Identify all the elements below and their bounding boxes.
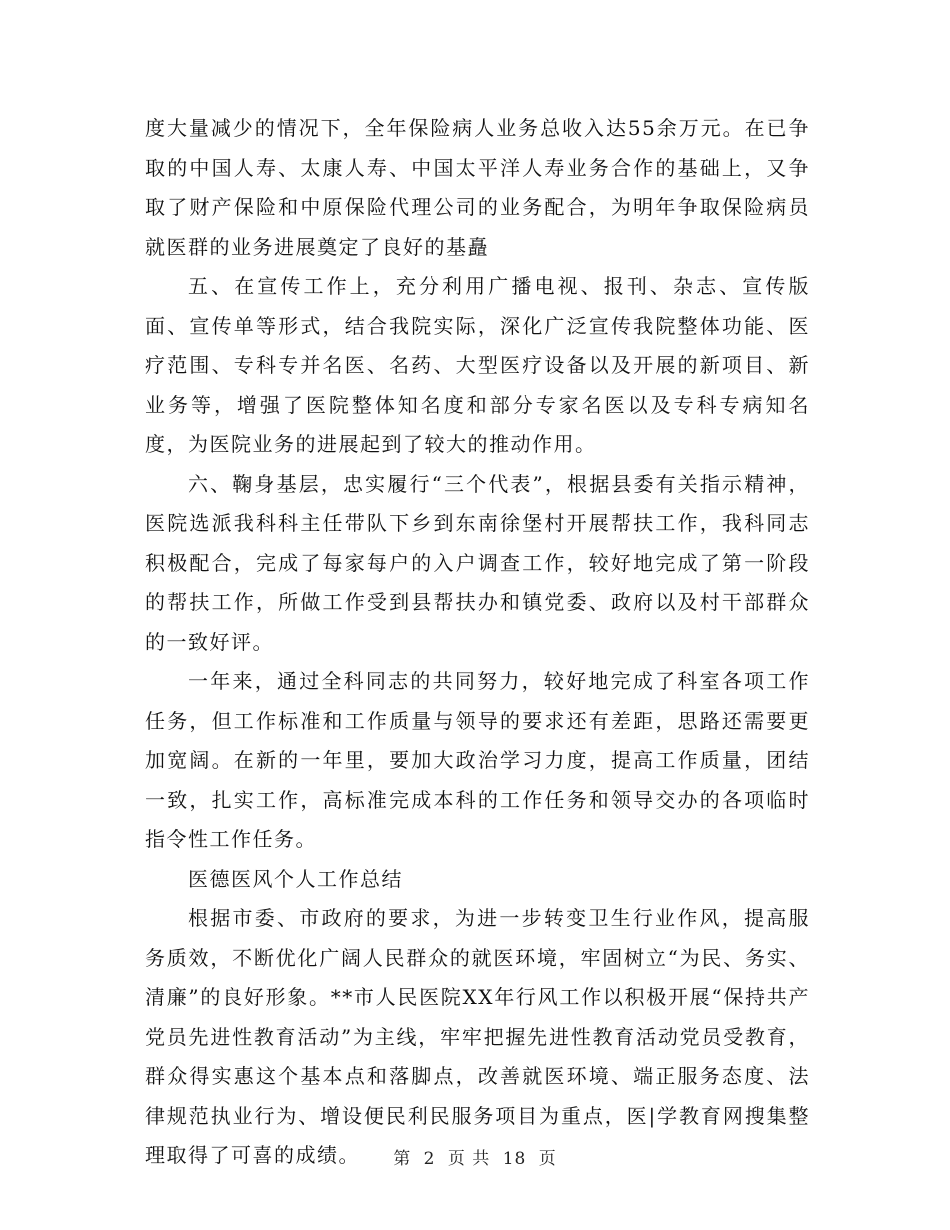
paragraph-year-summary: 一年来，通过全科同志的共同努力，较好地完成了科室各项工作任务，但工作标准和工作质量与领导的要求还有差距，思路还需要更加宽阔。在新的一年里，要加大政治学习力度，提高工作质量，团结一致，扎实工作，高标准完成本科的工作任务和领导交办的各项临时指令性工作任务。 [145, 669, 810, 851]
footer-total-pages: 18 [502, 1149, 527, 1169]
footer-prefix: 第 [393, 1149, 412, 1169]
document-body [145, 109, 810, 1176]
footer-middle: 页 共 [447, 1149, 491, 1169]
paragraph-publicity-work: 五、在宣传工作上，充分利用广播电视、报刊、杂志、宣传版面、宣传单等形式，结合我院实际，深化广泛宣传我院整体功能、医疗范围、专科专并名医、名药、大型医疗设备以及开展的新项目、新业务等，增强了医院整体知名度和部分专家名医以及专科专病知名度，为医院业务的进展起到了较大的推动作用。 [145, 274, 810, 456]
paragraph-medical-ethics: 根据市委、市政府的要求，为进一步转变卫生行业作风，提高服务质效，不断优化广阔人民群众的就医环境，牢固树立“为民、务实、清廉”的良好形象。**市人民医院XX年行风工作以积极开展“保持共产党员先进性教育活动”为主线，牢牢把握先进性教育活动党员受教育，群众得实惠这个基本点和落脚点，改善就医环境、端正服务态度、法律规范执业行为、增设便民利民服务项目为重点，医|学教育网搜集整理取得了可喜的成绩。 [145, 906, 810, 1167]
footer-current-page: 2 [423, 1149, 436, 1169]
paragraph-insurance-revenue: 度大量减少的情况下，全年保险病人业务总收入达55余万元。在已争取的中国人寿、太康人寿、中国太平洋人寿业务合作的基础上，又争取了财产保险和中原保险代理公司的业务配合，为明年争取保险病员就医群的业务进展奠定了良好的基矗 [145, 116, 810, 259]
page-footer [0, 1144, 950, 1169]
paragraph-grassroots-support: 六、鞠身基层，忠实履行“三个代表”，根据县委有关指示精神，医院选派我科科主任带队下乡到东南徐堡村开展帮扶工作，我科同志积极配合，完成了每家每户的入户调查工作，较好地完成了第一阶段的帮扶工作，所做工作受到县帮扶办和镇党委、政府以及村干部群众的一致好评。 [145, 471, 810, 654]
section-title: 医德医风个人工作总结 [188, 866, 403, 891]
footer-suffix: 页 [538, 1149, 557, 1169]
